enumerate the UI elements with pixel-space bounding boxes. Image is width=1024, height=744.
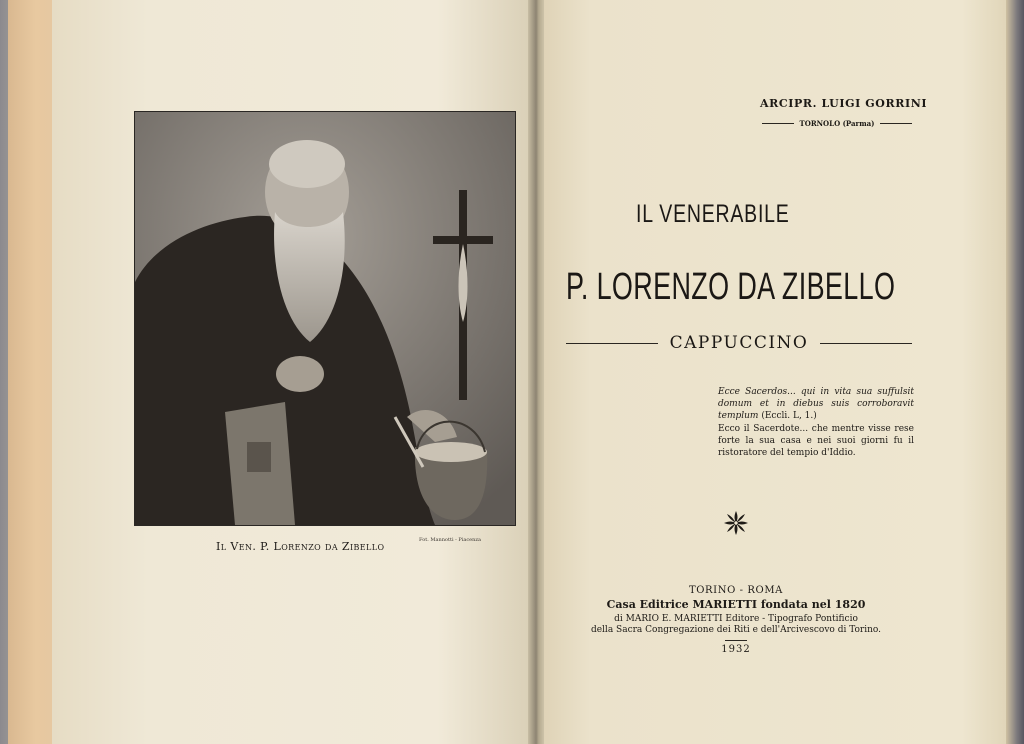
author-location: TORNOLO (Parma)	[799, 118, 875, 128]
epigraph-reference: (Eccli. L, 1.)	[761, 411, 817, 422]
epigraph-latin: Ecce Sacerdos... qui in vita sua suffulsit domum et in diebus suis corroboravit templum (Eccli. L, 1.)	[718, 387, 914, 422]
rule-left	[762, 123, 794, 124]
floral-ornament-icon	[723, 510, 749, 536]
title-line-1: IL VENERABILE	[636, 200, 790, 228]
publisher-house: Casa Editrice MARIETTI fondata nel 1820	[606, 598, 866, 611]
author-name: ARCIPR. LUIGI GORRINI	[760, 97, 928, 110]
rule-left	[566, 343, 658, 344]
rule-right	[880, 123, 912, 124]
publication-year: 1932	[721, 644, 751, 655]
portrait-caption: Il Ven. P. Lorenzo da Zibello	[216, 540, 385, 553]
epigraph-italian: Ecco il Sacerdote... che mentre visse rese forte la sua casa e nei suoi giorni fu il ristoratore del tempio d'Iddio.	[718, 423, 914, 459]
publisher-city: TORINO - ROMA	[688, 585, 784, 596]
page-edge	[1006, 0, 1024, 744]
epigraph	[718, 386, 914, 459]
publisher-congregation: della Sacra Congregazione dei Riti e dell'Arcivescovo di Torino.	[590, 625, 882, 635]
publisher-editor: di MARIO E. MARIETTI Editore - Tipografo Pontificio	[614, 614, 858, 624]
publisher-separator	[725, 640, 747, 641]
rule-right	[820, 343, 912, 344]
photo-credit: Fot. Mannotti - Piacenza	[419, 537, 481, 543]
portrait-image	[134, 111, 516, 526]
subtitle-row	[566, 333, 912, 353]
author-location-row	[762, 117, 912, 129]
subtitle: CAPPUCCINO	[669, 333, 809, 353]
publisher-block	[560, 585, 912, 655]
title-line-2: P. LORENZO DA ZIBELLO	[566, 266, 896, 308]
